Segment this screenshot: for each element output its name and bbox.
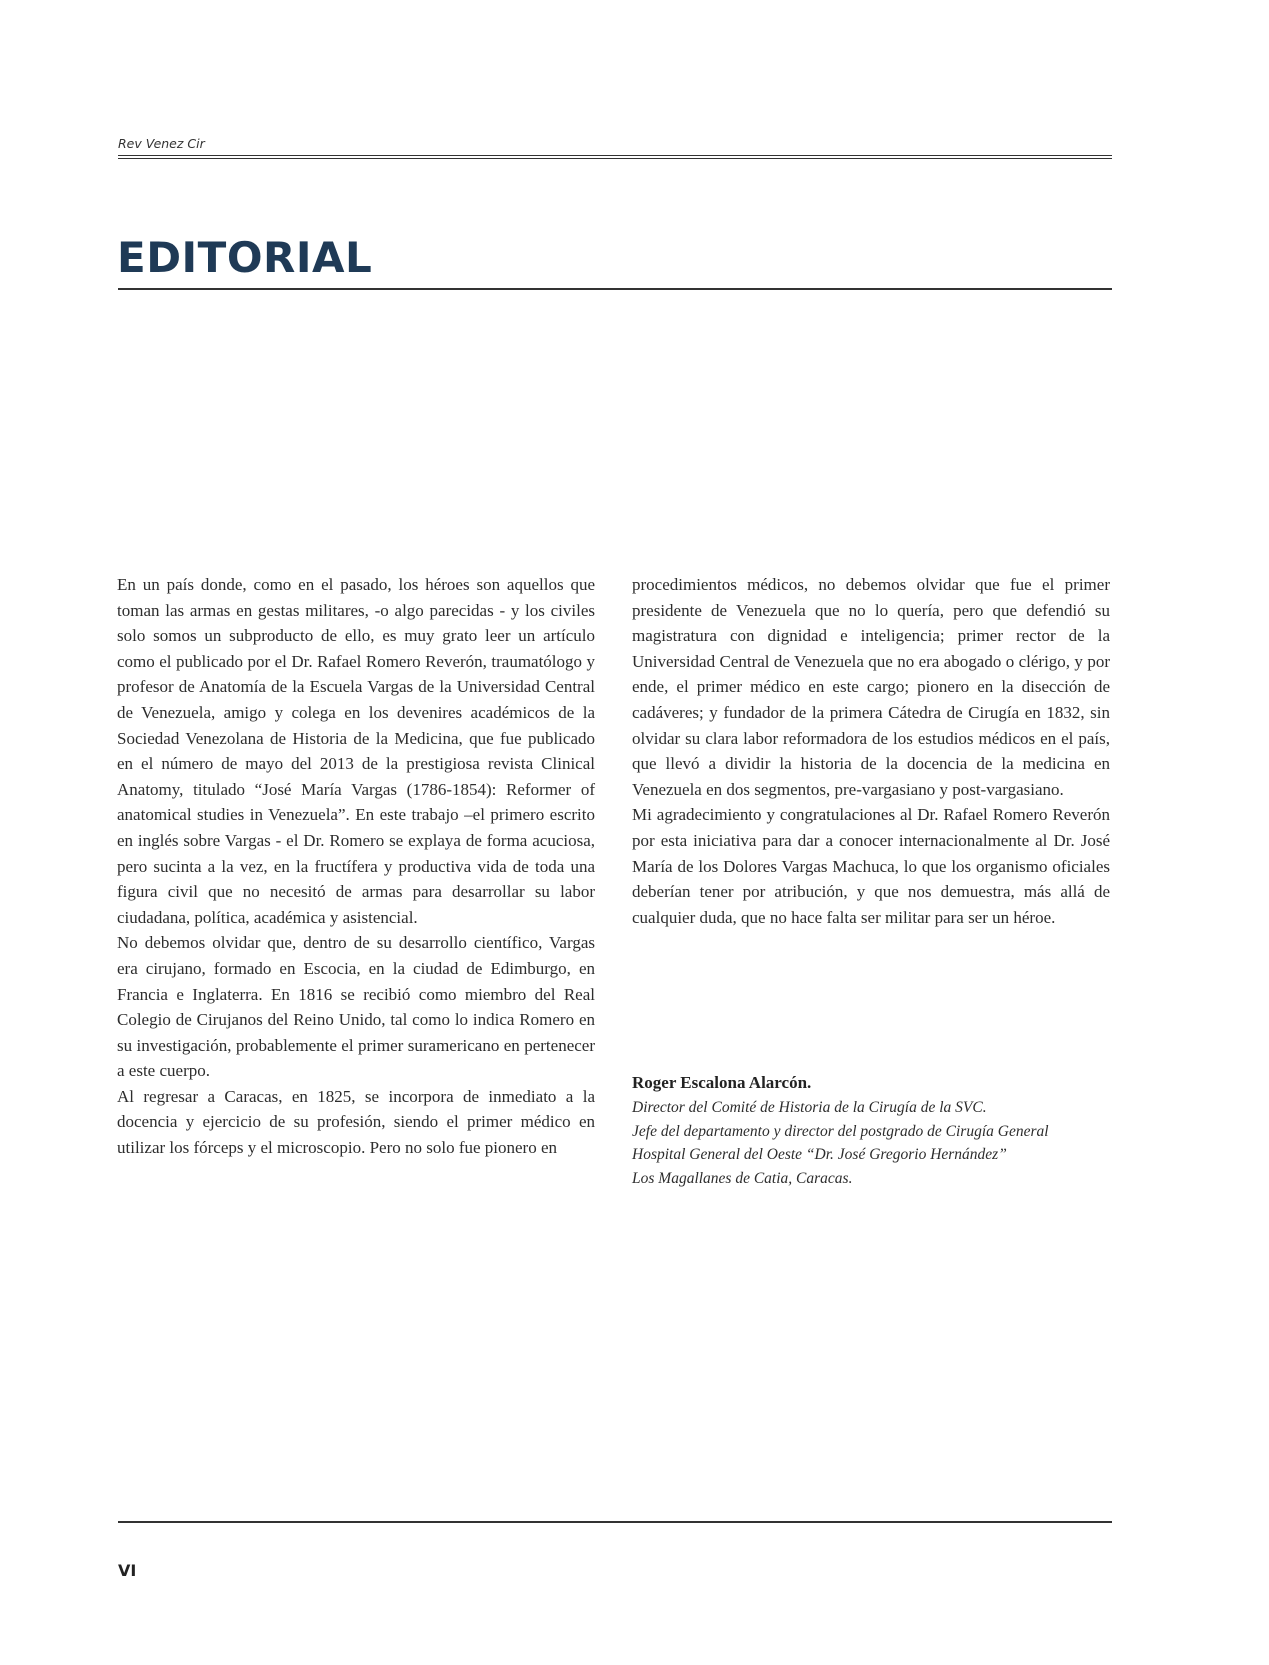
running-head: Rev Venez Cir — [118, 136, 205, 151]
author-affiliation: Jefe del departamento y director del postgrado de Cirugía General — [632, 1122, 1049, 1140]
page-number: VI — [118, 1561, 137, 1580]
signature-block — [632, 1070, 1112, 1190]
left-column — [117, 572, 595, 1161]
paragraph: Al regresar a Caracas, en 1825, se incorpora de inmediato a la docencia y ejercicio de su profesión, siendo el primer médico en utilizar los fórceps y el microscopio. Pero no solo fue pionero en — [117, 1086, 595, 1158]
author-affiliation: Los Magallanes de Catia, Caracas. — [632, 1169, 853, 1187]
header-rule — [118, 155, 1112, 159]
page-title: EDITORIAL — [117, 233, 373, 282]
author-name: Roger Escalona Alarcón. — [632, 1073, 812, 1092]
right-column — [632, 572, 1110, 930]
title-rule — [118, 288, 1112, 290]
author-affiliation: Hospital General del Oeste “Dr. José Gregorio Hernández” — [632, 1146, 1007, 1163]
paragraph: En un país donde, como en el pasado, los héroes son aquellos que toman las armas en gestas militares, -o algo parecidas - y los civiles solo somos un subproducto de ello, es muy grato leer un artículo como el publicado por el Dr. Rafael Romero Reverón, traumatólogo y profesor de Anatomía de la Escuela Vargas de la Universidad Central de Venezuela, amigo y colega en los devenires académicos de la Sociedad Venezolana de Historia de la Medicina, que fue publicado en el número de mayo del 2013 de la prestigiosa revista Clinical Anatomy, titulado “José María Vargas (1786-1854): Reformer of anatomical studies in Venezuela”. En este trabajo –el primero escrito en inglés sobre Vargas - el Dr. Romero se explaya de forma acuciosa, pero sucinta a la vez, en la fructífera y productiva vida de toda una figura civil que no necesitó de armas para desarrollar su labor ciudadana, política, académica y asistencial. — [117, 575, 595, 927]
paragraph: No debemos olvidar que, dentro de su desarrollo científico, Vargas era cirujano, formado en Escocia, en la ciudad de Edimburgo, en Francia e Inglaterra. En 1816 se recibió como miembro del Real Colegio de Cirujanos del Reino Unido, tal como lo indica Romero en su investigación, probablemente el primer suramericano en pertenecer a este cuerpo. — [117, 933, 595, 1081]
paragraph: procedimientos médicos, no debemos olvidar que fue el primer presidente de Venezuela que no lo quería, pero que defendió su magistratura con dignidad e inteligencia; primer rector de la Universidad Central de Venezuela que no era abogado o clérigo, y por ende, el primer médico en este cargo; pionero en la disección de cadáveres; y fundador de la primera Cátedra de Cirugía en 1832, sin olvidar su clara labor reformadora de los estudios médicos en el país, que llevó a dividir la historia de la docencia de la medicina en Venezuela en dos segmentos, pre-vargasiano y post-vargasiano. — [632, 575, 1110, 799]
footer-rule — [118, 1521, 1112, 1523]
author-affiliation: Director del Comité de Historia de la Cirugía de la SVC. — [632, 1099, 987, 1116]
paragraph: Mi agradecimiento y congratulaciones al Dr. Rafael Romero Reverón por esta iniciativa para dar a conocer internacionalmente al Dr. José María de los Dolores Vargas Machuca, lo que los organismo oficiales deberían tener por atribución, y que nos demuestra, más allá de cualquier duda, que no hace falta ser militar para ser un héroe. — [632, 805, 1110, 927]
